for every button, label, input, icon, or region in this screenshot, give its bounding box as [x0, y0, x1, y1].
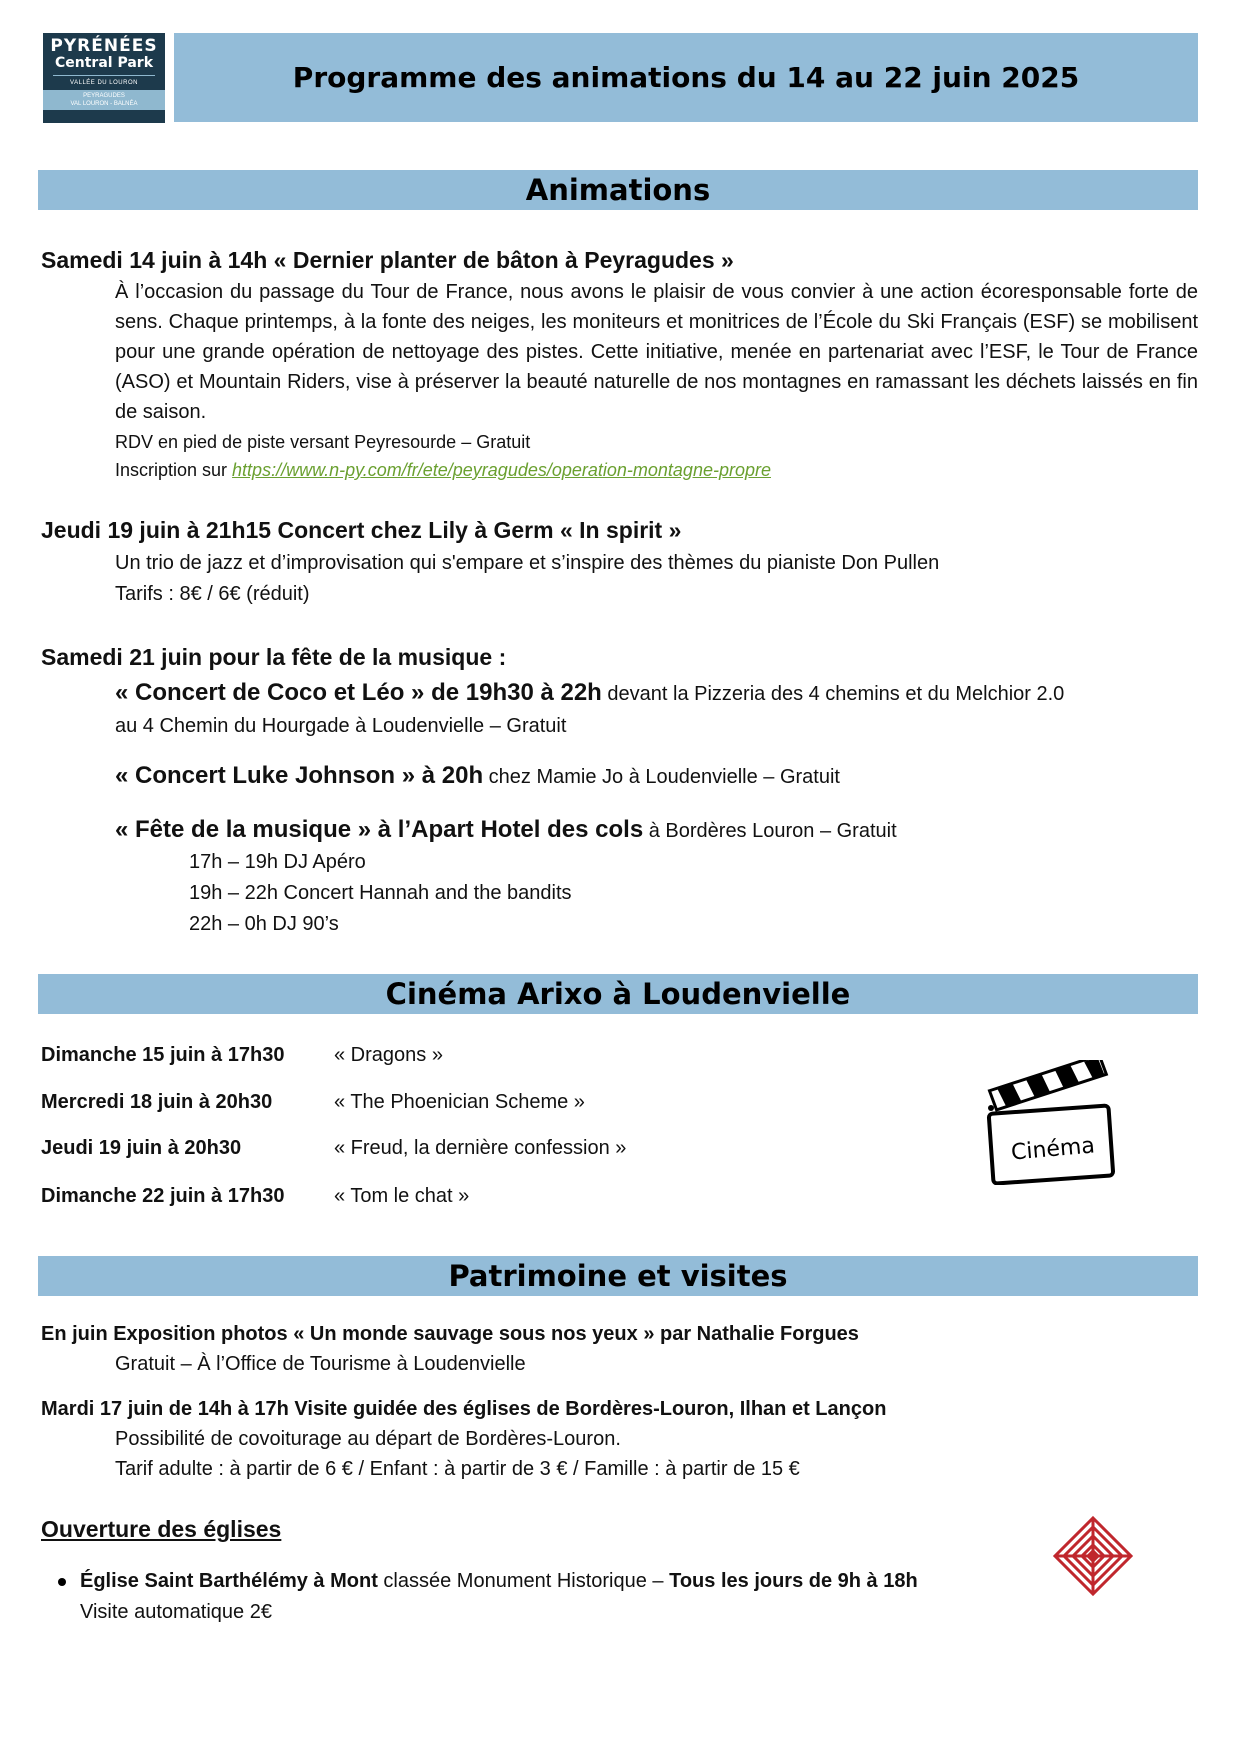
- screening-date: Dimanche 22 juin à 17h30: [41, 1185, 285, 1207]
- page-title: Programme des animations du 14 au 22 juin 2025: [174, 33, 1198, 122]
- visit-detail: Possibilité de covoiturage au départ de Bordères-Louron.: [115, 1428, 621, 1450]
- churches-heading: Ouverture des églises: [41, 1516, 282, 1542]
- church-item: [80, 1567, 1080, 1595]
- church-classification: classée Monument Historique –: [377, 1570, 670, 1592]
- concert1-line2: au 4 Chemin du Hourgade à Loudenvielle – Gratuit: [115, 715, 567, 737]
- logo-line-2: Central Park: [55, 55, 153, 71]
- section-animations: Animations: [38, 170, 1198, 210]
- concert3: [115, 815, 1198, 846]
- emblem-icon: [1052, 1515, 1134, 1597]
- concert2-title: « Concert Luke Johnson » à 20h: [115, 762, 484, 789]
- clapper-label: Cinéma: [1010, 1133, 1096, 1166]
- event1-heading: Samedi 14 juin à 14h « Dernier planter de bâton à Peyragudes »: [41, 247, 734, 273]
- screening-title: « Tom le chat »: [334, 1185, 470, 1207]
- event2-description: Un trio de jazz et d’improvisation qui s'empare et s’inspire des thèmes du pianiste Don Pullen: [115, 552, 940, 574]
- bullet: [58, 1578, 66, 1586]
- schedule-item: 17h – 19h DJ Apéro: [189, 851, 366, 873]
- concert3-text: à Bordères Louron – Gratuit: [643, 820, 897, 842]
- screening-date: Mercredi 18 juin à 20h30: [41, 1091, 273, 1113]
- screening-date: Dimanche 15 juin à 17h30: [41, 1044, 285, 1066]
- event2-tarifs: Tarifs : 8€ / 6€ (réduit): [115, 583, 310, 605]
- concert1: [115, 678, 1198, 709]
- screening-title: « The Phoenician Scheme »: [334, 1091, 585, 1113]
- screening-date: Jeudi 19 juin à 20h30: [41, 1137, 242, 1159]
- logo-line-1: PYRÉNÉES: [50, 36, 158, 56]
- schedule-item: 19h – 22h Concert Hannah and the bandits: [189, 882, 572, 904]
- concert1-text: devant la Pizzeria des 4 chemins et du Melchior 2.0: [601, 683, 1065, 705]
- inscription-label: Inscription sur: [115, 460, 233, 480]
- event1-description: À l’occasion du passage du Tour de France, nous avons le plaisir de vous convier à une action écoresponsable forte de sens. Chaque printemps, à la fonte des neiges, les moniteurs et monitrices de l’École du Ski Français (ESF) se mobilisent pour une grande opération de nettoyage des pistes. Cette initiative, menée en partenariat avec l’ESF, le Tour de France (ASO) et Mountain Riders, vise à préserver la beauté naturelle de nos montagnes en ramassant les déchets laissés en fin de saison.: [115, 281, 1198, 423]
- event2-heading: Jeudi 19 juin à 21h15 Concert chez Lily à Germ « In spirit »: [41, 517, 682, 543]
- event1-rdv: RDV en pied de piste versant Peyresourde – Gratuit: [115, 432, 531, 452]
- concert1-title: « Concert de Coco et Léo » de 19h30 à 22h: [115, 679, 602, 706]
- logo-line-3: VALLÉE DU LOURON: [70, 80, 138, 86]
- logo-line-5: VAL LOURON - BALNÉA: [70, 101, 138, 107]
- clapperboard-icon: [985, 1060, 1120, 1185]
- section-cinema: Cinéma Arixo à Loudenvielle: [38, 974, 1198, 1014]
- logo-band: [43, 90, 165, 110]
- church-visit: Visite automatique 2€: [80, 1601, 272, 1623]
- expo-detail: Gratuit – À l’Office de Tourisme à Loudenvielle: [115, 1353, 526, 1375]
- screening-title: « Dragons »: [334, 1044, 443, 1066]
- event3-heading: Samedi 21 juin pour la fête de la musique :: [41, 644, 507, 670]
- schedule-item: 22h – 0h DJ 90’s: [189, 913, 339, 935]
- logo-line-4: PEYRAGUDES: [83, 93, 125, 99]
- logo: [43, 33, 165, 123]
- screening-title: « Freud, la dernière confession »: [334, 1137, 627, 1159]
- concert2-text: chez Mamie Jo à Loudenvielle – Gratuit: [483, 766, 840, 788]
- church-hours: Tous les jours de 9h à 18h: [669, 1570, 918, 1592]
- concert3-title: « Fête de la musique » à l’Apart Hotel des cols: [115, 816, 644, 843]
- expo-heading: En juin Exposition photos « Un monde sauvage sous nos yeux » par Nathalie Forgues: [41, 1323, 859, 1345]
- visit-heading: Mardi 17 juin de 14h à 17h Visite guidée des églises de Bordères-Louron, Ilhan et Lançon: [41, 1398, 887, 1420]
- church-name: Église Saint Barthélémy à Mont: [80, 1570, 378, 1592]
- visit-tarifs: Tarif adulte : à partir de 6 € / Enfant : à partir de 3 € / Famille : à partir de 15 €: [115, 1458, 800, 1480]
- concert2: [115, 761, 1198, 792]
- event1-inscription: [115, 456, 1195, 484]
- section-patrimoine: Patrimoine et visites: [38, 1256, 1198, 1296]
- inscription-link[interactable]: https://www.n-py.com/fr/ete/peyragudes/operation-montagne-propre: [232, 460, 771, 480]
